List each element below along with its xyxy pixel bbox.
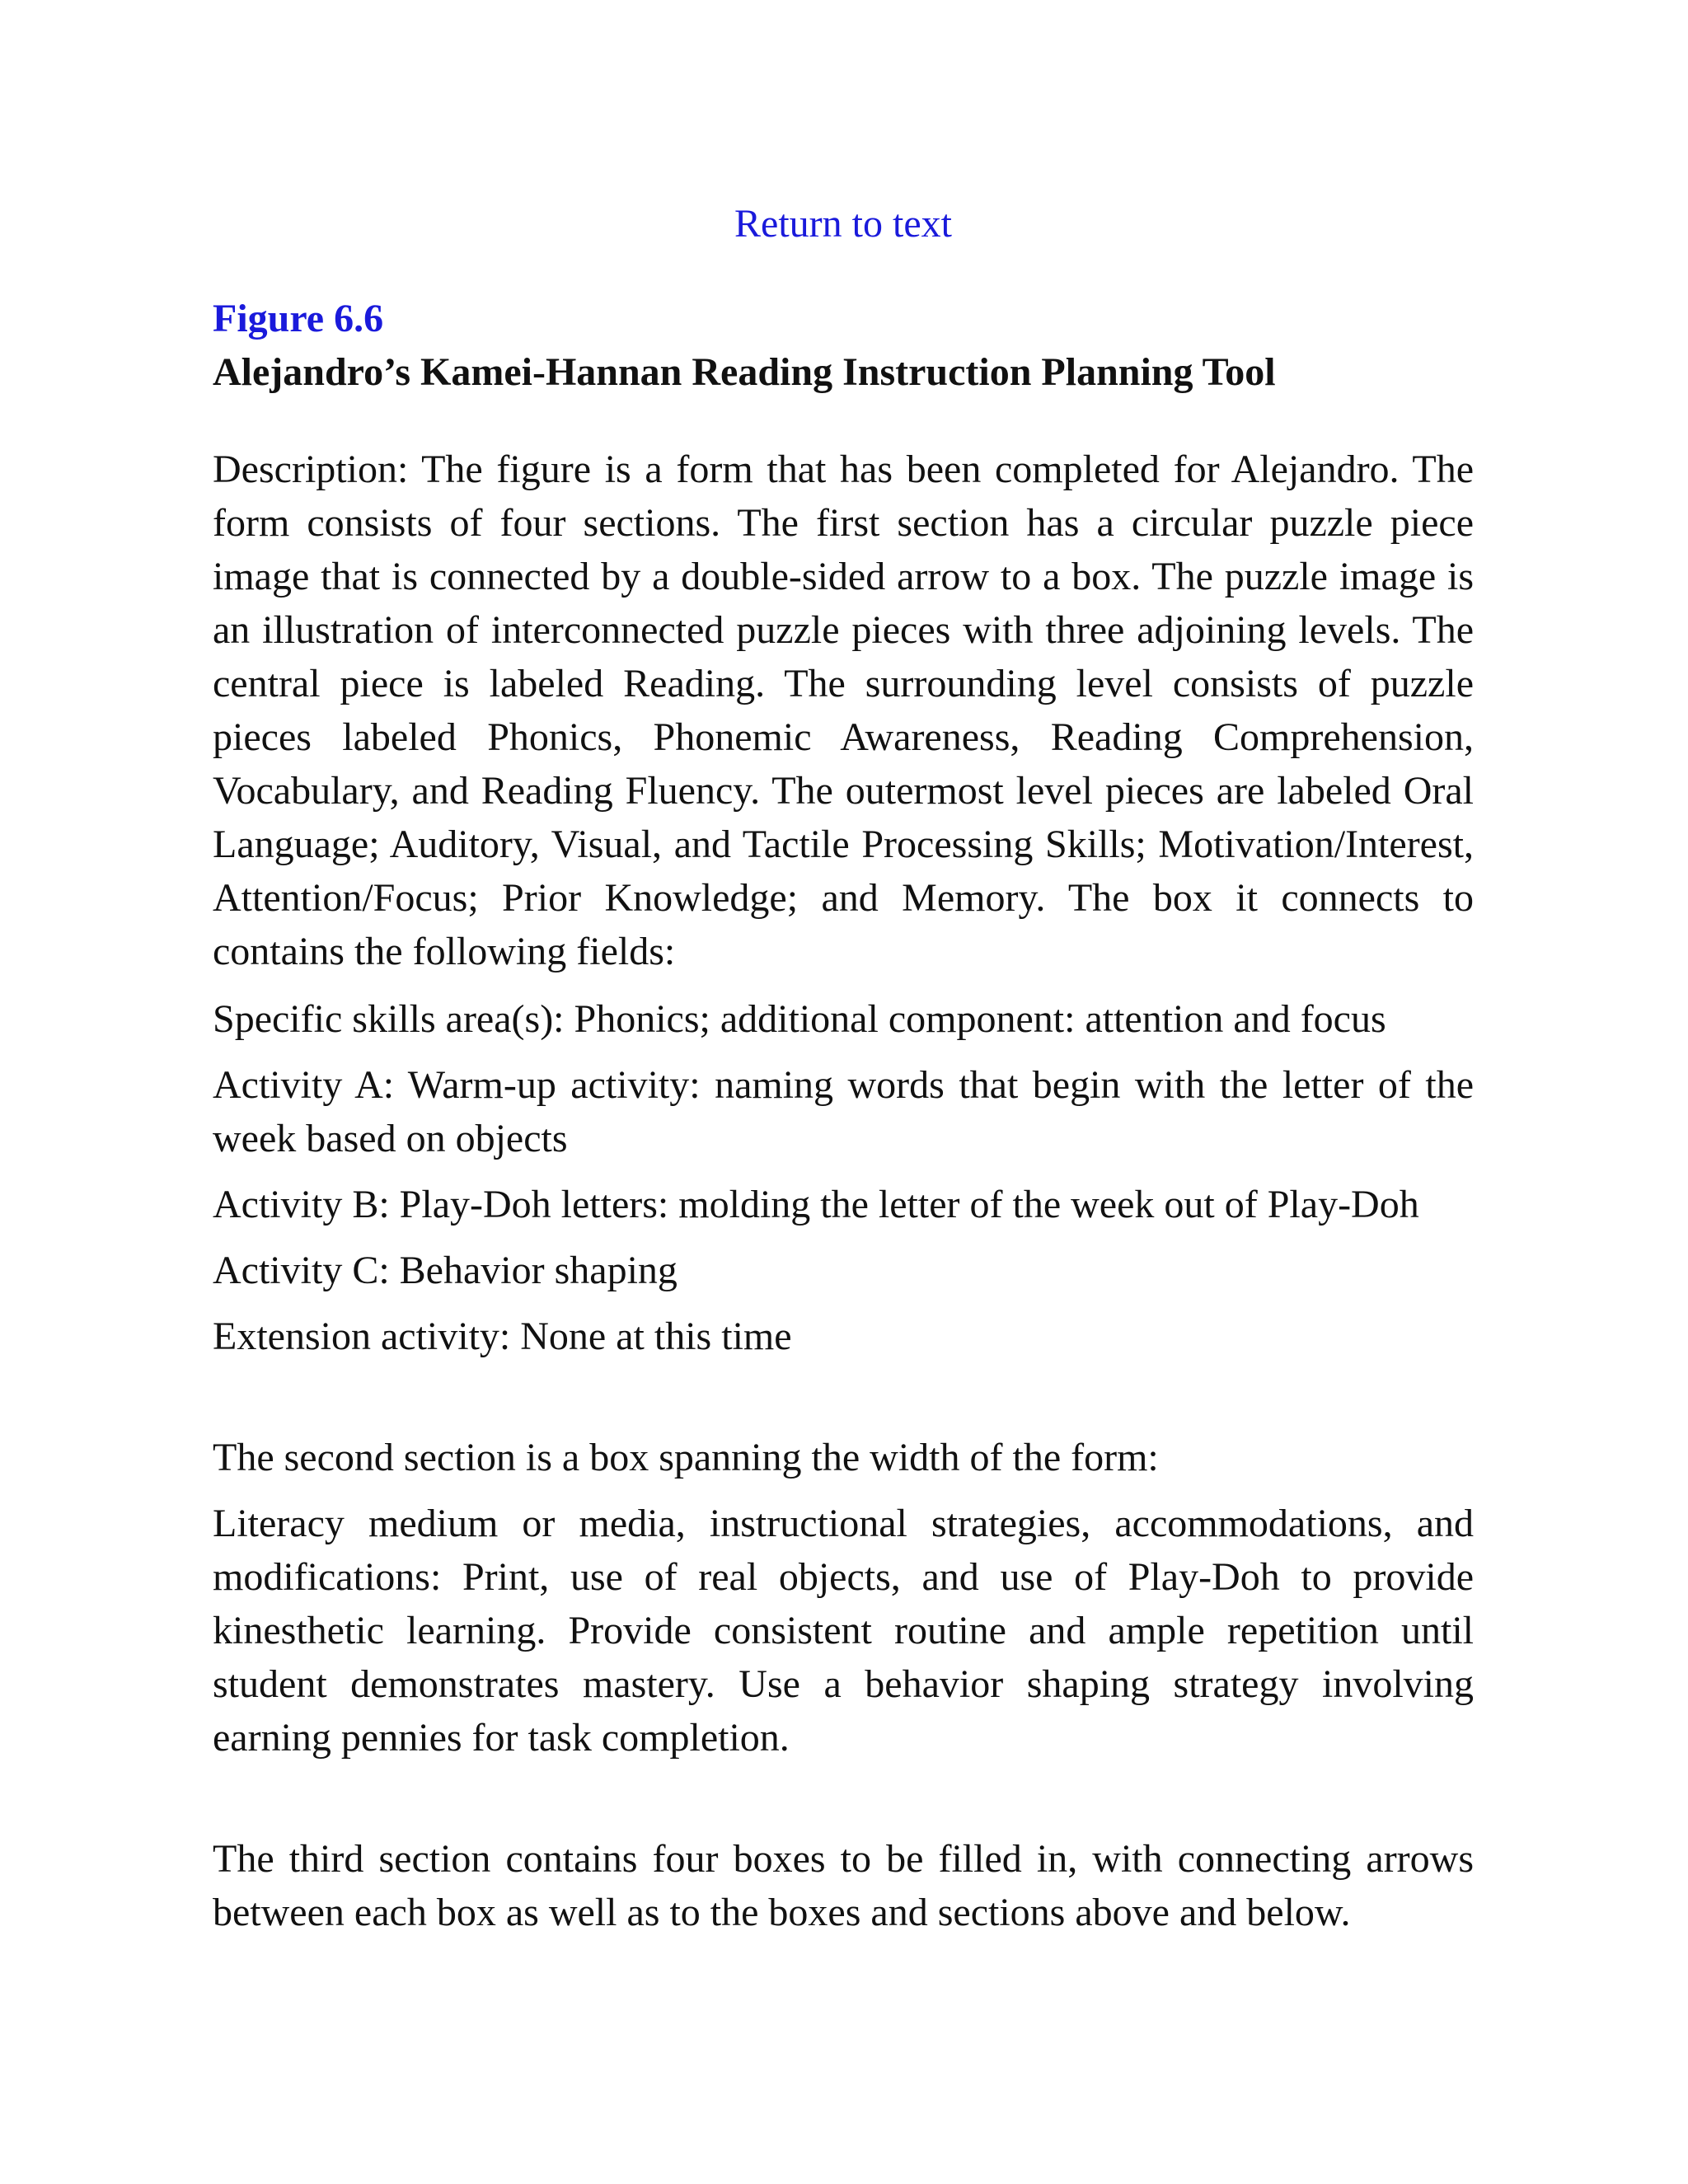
activity-c-field: Activity C: Behavior shaping <box>213 1249 678 1292</box>
extension-activity-field: Extension activity: None at this time <box>213 1315 792 1358</box>
figure-title: Alejandro’s Kamei-Hannan Reading Instruction Planning Tool <box>213 350 1276 394</box>
second-section-paragraph: The second section is a box spanning the width of the form: <box>213 1436 1159 1479</box>
activity-b-field: Activity B: Play-Doh letters: molding the letter of the week out of Play-Doh <box>213 1183 1419 1226</box>
skills-area-field: Specific skills area(s): Phonics; additional component: attention and focus <box>213 997 1386 1041</box>
third-section-paragraph: The third section contains four boxes to be filled in, with connecting arrows between each box as well as to the boxes and sections above and below. <box>213 1837 1474 1934</box>
description-paragraph: Description: The figure is a form that has been completed for Alejandro. The form consists of four sections. The first section has a circular puzzle piece image that is connected by a double-sided arrow to a box. The puzzle image is an illustration of interconnected puzzle pieces with three adjoining levels. The central piece is labeled Reading. The surrounding level consists of puzzle pieces labeled Phonics, Phonemic Awareness, Reading Comprehension, Vocabulary, and Reading Fluency. The outermost level pieces are labeled Oral Language; Auditory, Visual, and Tactile Processing Skills; Motivation/Interest, Attention/Focus; Prior Knowledge; and Memory. The box it connects to contains the following fields: <box>213 448 1474 973</box>
return-to-text-link[interactable]: Return to text <box>734 202 952 246</box>
literacy-medium-paragraph: Literacy medium or media, instructional strategies, accommodations, and modifications: Print, use of real objects, and use of Play-Doh to provide kinesthetic learning. Provide consistent routine and ample repetition until student demonstrates mastery. Use a behavior shaping strategy involving earning pennies for task completion. <box>213 1502 1474 1760</box>
activity-a-field: Activity A: Warm-up activity: naming words that begin with the letter of the week based on objects <box>213 1063 1474 1160</box>
figure-label: Figure 6.6 <box>213 297 384 340</box>
